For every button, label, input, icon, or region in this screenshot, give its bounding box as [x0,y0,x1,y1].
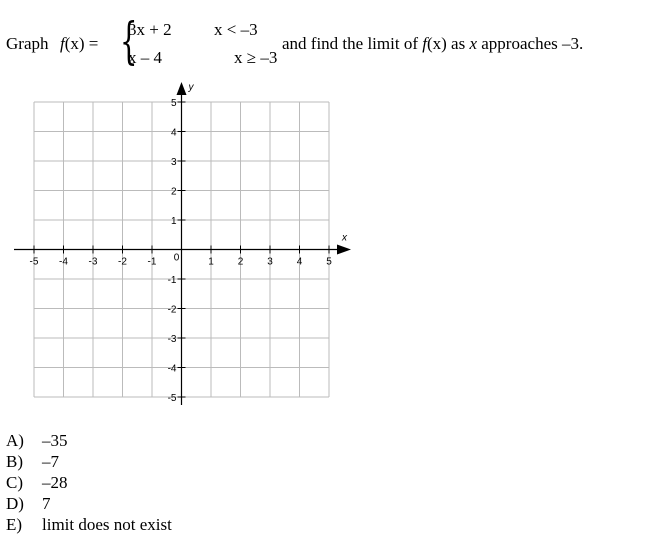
x-tick-label: 3 [267,256,273,268]
choice-letter: B) [6,452,23,471]
choice-letter: A) [6,431,24,450]
y-tick-label: -5 [167,393,177,404]
y-tick-label: 1 [170,216,177,227]
question-prefix: Graph [6,34,49,53]
coordinate-grid[interactable] [0,80,370,420]
x-tick-label: 0 [173,252,180,264]
piece-2-condition: x ≥ –3 [234,48,278,67]
choice-text: –28 [42,473,68,492]
piece-2-expression: x – 4 [128,48,162,67]
choice-text: limit does not exist [42,515,172,534]
y-axis-arrow [177,82,187,95]
x-tick-label: -3 [88,256,98,268]
grid-svg[interactable] [0,80,370,420]
choice-letter: C) [6,473,23,492]
x-axis-arrow [337,245,351,255]
x-tick-label: -4 [59,256,68,268]
choice-text: –35 [42,431,68,450]
y-tick-label: -2 [167,304,177,316]
x-tick-label: -2 [118,256,127,268]
y-tick-label: 3 [170,157,177,168]
x-tick-label: 5 [326,256,332,268]
choice-letter: E) [6,515,23,534]
piecewise-brace: { [120,12,138,70]
y-tick-label: 5 [170,98,177,109]
x-tick-label: 2 [237,256,244,268]
choice-text: 7 [42,494,51,513]
x-tick-label: -5 [29,256,39,268]
question-text [6,14,646,78]
y-axis-label: y [188,82,194,93]
piece-1-condition: x < –3 [214,20,258,39]
choice-text: –7 [42,452,59,471]
piece-1-expression: 3x + 2 [128,20,172,39]
function-name: f(x) = [60,34,99,53]
axes [14,82,351,405]
x-tick-label: 4 [296,256,303,268]
question-suffix: and find the limit of f(x) as x approaches –3. [282,34,584,53]
x-tick-label: -1 [147,256,157,268]
x-tick-label: 1 [208,256,214,268]
choice-letter: D) [6,494,24,513]
y-tick-label: -4 [167,363,177,375]
tick-labels [30,98,333,404]
y-tick-label: -1 [167,275,177,286]
y-tick-label: 2 [170,186,177,198]
y-tick-label: -3 [167,334,177,345]
x-axis-label: x [342,232,347,244]
y-tick-label: 4 [170,127,177,139]
